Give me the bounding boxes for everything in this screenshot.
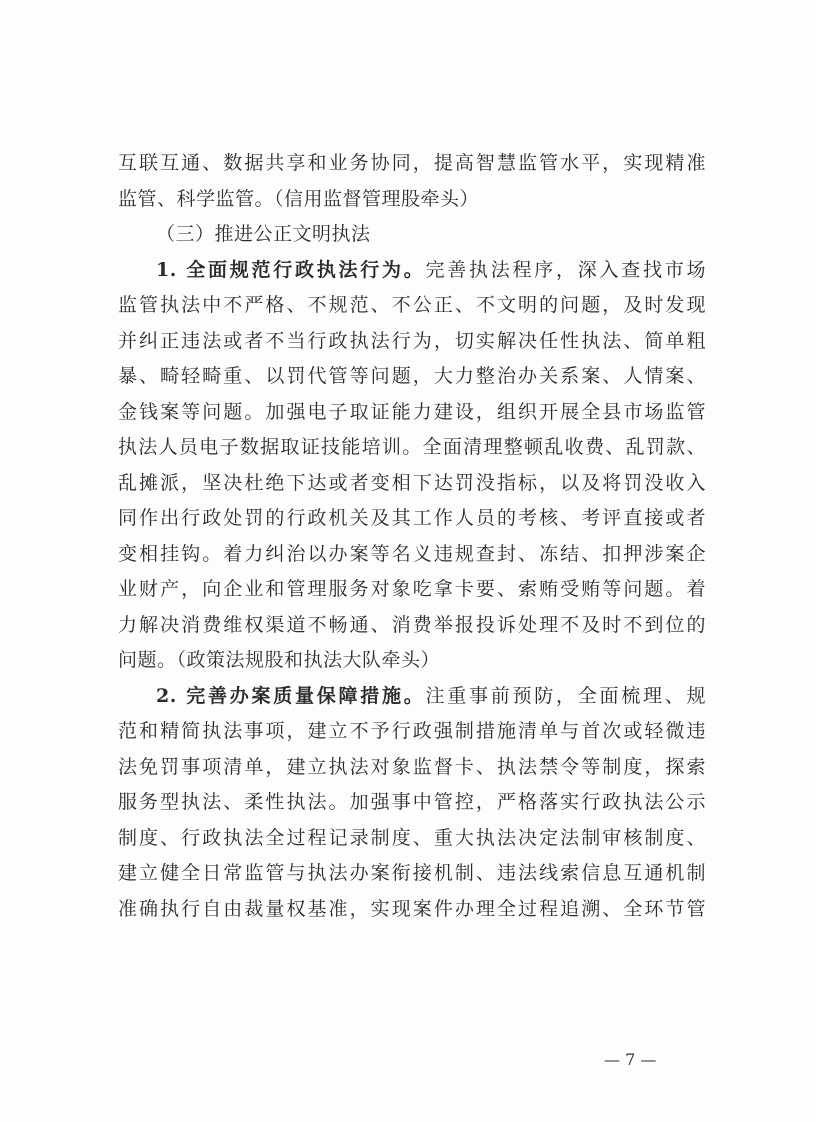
paragraph-first-line: 2. 完善办案质量保障措施。注重事前预防，全面梳理、规 bbox=[156, 684, 706, 707]
text-line: 执法人员电子数据取证技能培训。全面清理整顿乱收费、乱罚款、 bbox=[118, 436, 706, 458]
text-line: 变相挂钩。着力纠治以办案等名义违规查封、冻结、扣押涉案企 bbox=[118, 542, 706, 565]
text-line: 同作出行政处罚的行政机关及其工作人员的考核、考评直接或者 bbox=[118, 507, 706, 529]
text-line: 金钱案等问题。加强电子取证能力建设，组织开展全县市场监管 bbox=[118, 400, 706, 423]
text-line: 问题。（政策法规股和执法大队牵头） bbox=[118, 649, 441, 671]
text-line: 乱摊派，坚决杜绝下达或者变相下达罚没指标，以及将罚没收入 bbox=[118, 471, 706, 494]
text-line: 并纠正违法或者不当行政执法行为，切实解决任性执法、简单粗 bbox=[118, 329, 706, 352]
text-line: 业财产，向企业和管理服务对象吃拿卡要、索贿受贿等问题。着 bbox=[118, 578, 706, 600]
text-line: 监管执法中不严格、不规范、不公正、不文明的问题，及时发现 bbox=[118, 294, 706, 316]
text-line: 服务型执法、柔性执法。加强事中管控，严格落实行政执法公示 bbox=[118, 791, 706, 813]
page-number: — 7 — bbox=[604, 1050, 657, 1069]
text-line: 法免罚事项清单，建立执法对象监督卡、执法禁令等制度，探索 bbox=[118, 755, 706, 778]
body-text bbox=[118, 146, 706, 927]
text-line: 监管、科学监管。（信用监督管理股牵头） bbox=[118, 187, 480, 210]
text-line: 准确执行自由裁量权基准，实现案件办理全过程追溯、全环节管 bbox=[118, 897, 706, 920]
paragraph-first-line: 1. 全面规范行政执法行为。完善执法程序，深入查找市场 bbox=[156, 258, 706, 281]
text-line: 范和精简执法事项，建立不予行政强制措施清单与首次或轻微违 bbox=[118, 720, 706, 742]
text-line: 互联互通、数据共享和业务协同，提高智慧监管水平，实现精准 bbox=[118, 152, 706, 174]
text-line: 力解决消费维权渠道不畅通、消费举报投诉处理不及时不到位的 bbox=[118, 613, 706, 636]
text-line: 建立健全日常监管与执法办案衔接机制、违法线索信息互通机制 bbox=[118, 862, 706, 884]
section-heading: （三）推进公正文明执法 bbox=[156, 223, 371, 245]
text-line: 暴、畸轻畸重、以罚代管等问题，大力整治办关系案、人情案、 bbox=[118, 365, 706, 387]
text-line: 制度、行政执法全过程记录制度、重大执法决定法制审核制度、 bbox=[118, 826, 706, 849]
item-heading: 1. 全面规范行政执法行为。 bbox=[156, 258, 426, 281]
item-heading: 2. 完善办案质量保障措施。 bbox=[156, 684, 426, 707]
